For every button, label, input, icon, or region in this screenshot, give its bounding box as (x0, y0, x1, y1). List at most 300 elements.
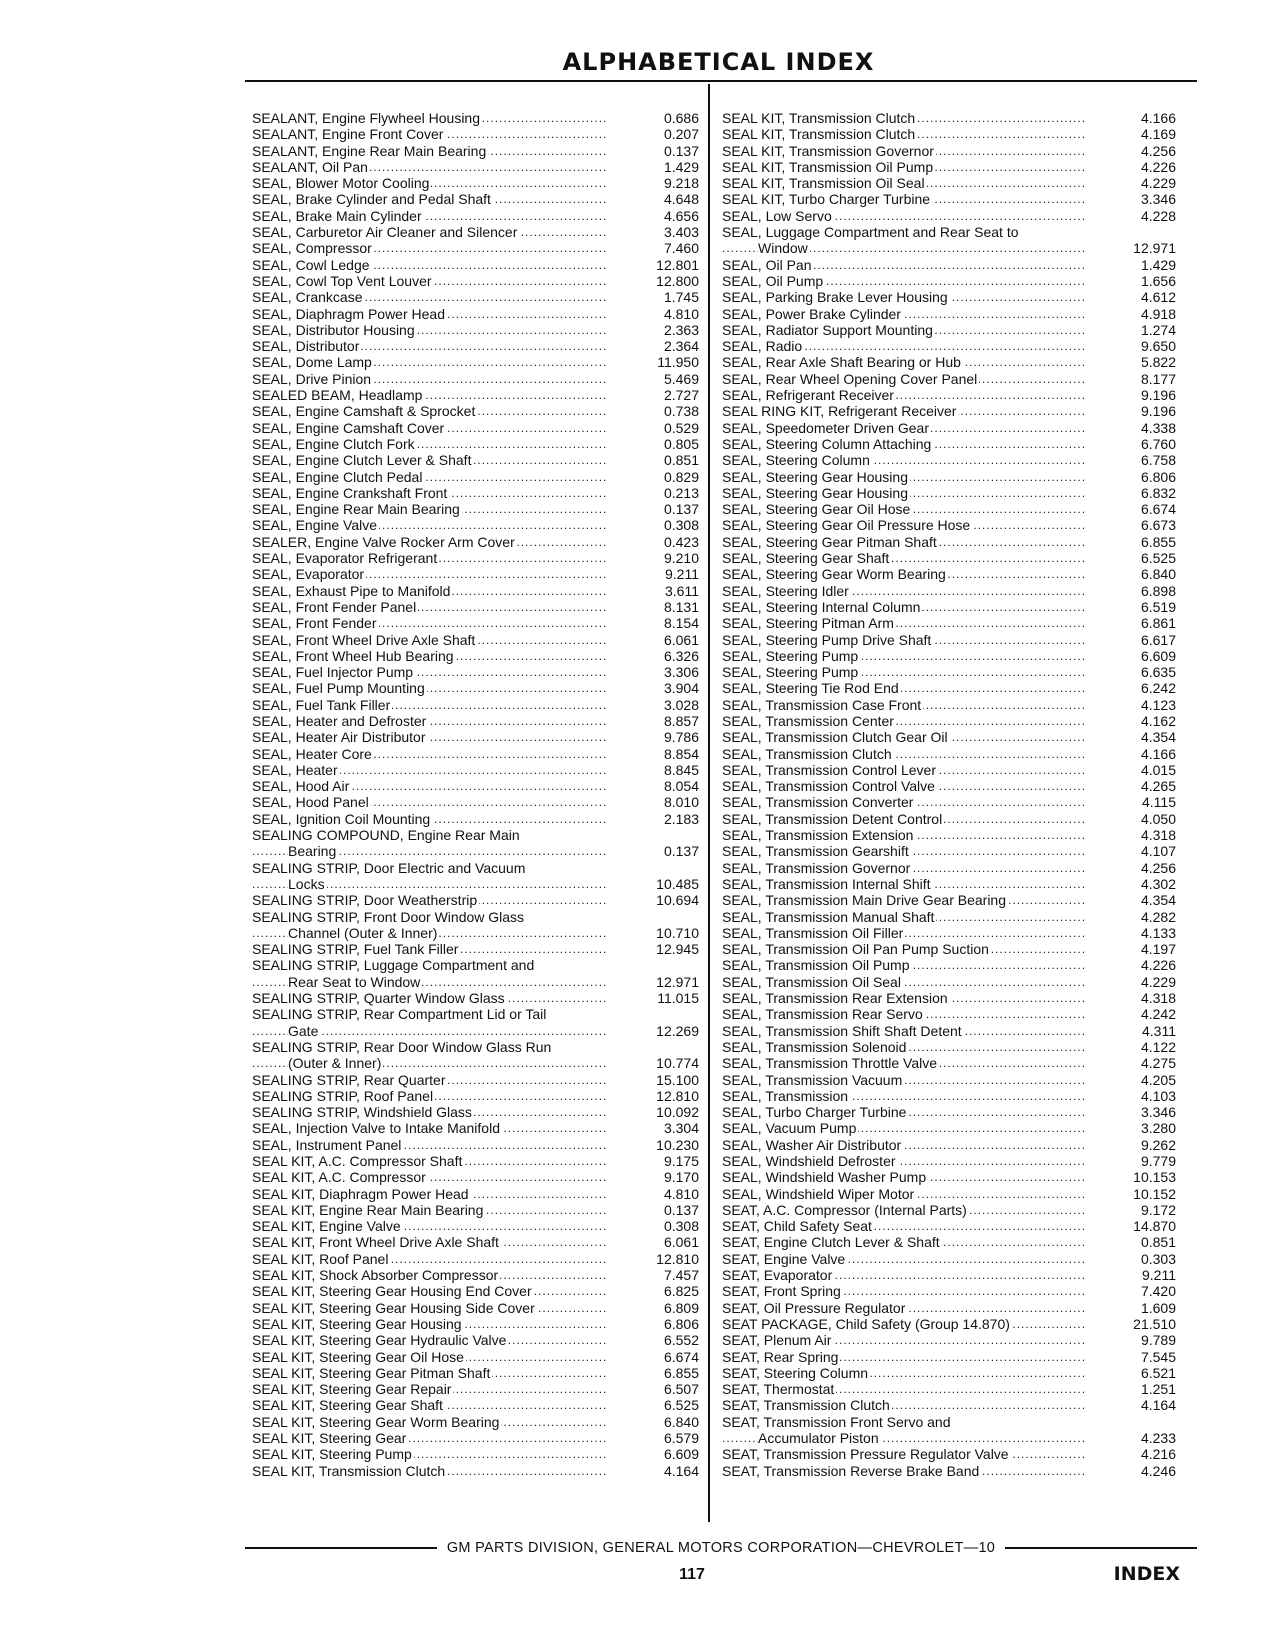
index-entry (722, 1055, 1176, 1071)
entry-ref: 12.269 (656, 1022, 699, 1039)
index-entry (252, 126, 699, 142)
entry-name-text: SEAL KIT, A.C. Compressor (252, 1169, 426, 1186)
index-entry (252, 1055, 699, 1071)
entry-name (722, 387, 1084, 403)
entry-ref: 4.612 (1140, 289, 1176, 306)
entry-name-text: SEAL, Washer Air Distributor (722, 1136, 902, 1153)
entry-ref: 9.172 (1140, 1201, 1176, 1218)
index-entry (252, 990, 699, 1006)
index-entry (722, 175, 1176, 191)
entry-name-text: SEAL, Transmission Control Lever (722, 761, 936, 778)
entry-name (252, 843, 607, 859)
index-entry (722, 371, 1176, 387)
entry-ref: 4.123 (1140, 696, 1176, 713)
entry-name (252, 909, 607, 925)
entry-ref: 1.429 (1140, 256, 1176, 273)
entry-name (722, 1055, 1084, 1071)
index-entry (722, 1414, 1176, 1430)
index-entry (722, 501, 1176, 517)
entry-ref: 4.216 (1140, 1446, 1176, 1463)
index-entry (722, 566, 1176, 582)
entry-name-text: SEAL, Windshield Wiper Motor (722, 1185, 915, 1202)
index-entry (252, 436, 699, 452)
entry-name (252, 485, 607, 501)
entry-name (722, 322, 1084, 338)
entry-ref: 6.617 (1140, 631, 1176, 648)
entry-name-text: SEAL, Front Wheel Drive Axle Shaft (252, 631, 476, 648)
index-entry (722, 306, 1176, 322)
entry-name (252, 778, 607, 794)
entry-ref: 0.529 (663, 419, 699, 436)
entry-ref: 12.810 (656, 1250, 699, 1267)
entry-name (252, 925, 607, 941)
index-entry (722, 1300, 1176, 1316)
entry-ref: 12.810 (656, 1087, 699, 1104)
index-entry (252, 1120, 699, 1136)
index-entry (252, 371, 699, 387)
entry-name-text: SEAL KIT, Steering Gear Housing End Cover (252, 1283, 532, 1300)
index-entry (722, 909, 1176, 925)
entry-ref: 9.786 (663, 729, 699, 746)
section-label: INDEX (1113, 1563, 1180, 1585)
entry-name (722, 1251, 1084, 1267)
entry-ref: 7.420 (1140, 1283, 1176, 1300)
entry-name (252, 1463, 607, 1479)
entry-name-text: SEAL KIT, Steering Gear Hydraulic Valve (252, 1332, 507, 1349)
entry-name-text: SEAL, Steering Pump (722, 664, 859, 681)
index-entry (252, 240, 699, 256)
entry-ref: 0.308 (663, 1218, 699, 1235)
entry-name (252, 566, 607, 582)
index-entry (722, 159, 1176, 175)
entry-ref: 0.137 (663, 142, 699, 159)
entry-name-text: SEAL, Front Wheel Hub Bearing (252, 647, 454, 664)
entry-name-text: SEAL, Transmission Converter (722, 794, 914, 811)
entry-name (722, 1267, 1084, 1283)
index-entry (722, 974, 1176, 990)
entry-name (252, 550, 607, 566)
entry-ref: 1.609 (1140, 1299, 1176, 1316)
entry-name-text: SEALING STRIP, Windshield Glass (252, 1104, 472, 1121)
entry-name (722, 1169, 1084, 1185)
entry-name-text: SEAL, Hood Air (252, 778, 350, 795)
index-entry (722, 387, 1176, 403)
entry-name-text: SEAL, Heater Air Distributor (252, 729, 426, 746)
entry-name (722, 827, 1084, 843)
entry-name-text: SEAL, Engine Clutch Fork (252, 435, 415, 452)
entry-ref: 0.851 (663, 452, 699, 469)
index-entry (722, 1202, 1176, 1218)
entry-name-text: SEAL, Transmission Shift Shaft Detent (722, 1022, 962, 1039)
entry-name-text: SEAL, Steering Internal Column (722, 598, 921, 615)
entry-name (722, 143, 1084, 159)
entry-ref: 10.153 (1133, 1169, 1176, 1186)
entry-name (252, 420, 607, 436)
entry-ref: 9.262 (1140, 1136, 1176, 1153)
index-entry (722, 436, 1176, 452)
index-entry (252, 648, 699, 664)
index-entry (722, 257, 1176, 273)
entry-ref: 4.246 (1140, 1462, 1176, 1479)
entry-name (252, 1137, 607, 1153)
index-entry (722, 1349, 1176, 1365)
entry-ref: 6.326 (663, 647, 699, 664)
entry-name-text: SEAL, Steering Idler (722, 582, 849, 599)
entry-name (722, 224, 1084, 240)
entry-name-text: SEAL KIT, Transmission Clutch (722, 126, 916, 143)
index-entry (252, 143, 699, 159)
entry-ref: 9.779 (1140, 1153, 1176, 1169)
entry-name-text: SEAL, Power Brake Cylinder (722, 305, 901, 322)
index-entry (722, 957, 1176, 973)
index-entry (252, 697, 699, 713)
entry-name-text: SEAL, Transmission Internal Shift (722, 875, 931, 892)
index-entry (252, 583, 699, 599)
index-entry (252, 957, 699, 973)
entry-ref: 4.122 (1140, 1038, 1176, 1055)
entry-name (252, 1088, 607, 1104)
entry-name-text: SEAL, Drive Pinion (252, 370, 372, 387)
entry-ref: 12.971 (1133, 240, 1176, 257)
entry-name-text: SEAL, Steering Gear Oil Hose (722, 501, 911, 518)
index-entry (252, 1430, 699, 1446)
entry-name (722, 1397, 1084, 1413)
index-entry (722, 452, 1176, 468)
index-entry (722, 1251, 1176, 1267)
index-entry (722, 664, 1176, 680)
entry-name (722, 1039, 1084, 1055)
index-entry (722, 1104, 1176, 1120)
entry-name-text: SEAT, Transmission Front Servo and (722, 1413, 951, 1430)
entry-name (252, 892, 607, 908)
entry-name-text: SEAL, Transmission Rear Extension (722, 990, 948, 1007)
entry-name (722, 175, 1084, 191)
index-entry (722, 1397, 1176, 1413)
entry-name-text: SEAL, Heater and Defroster (252, 712, 427, 729)
entry-ref: 9.218 (663, 175, 699, 192)
index-entry (722, 1446, 1176, 1462)
index-entry (722, 1137, 1176, 1153)
entry-ref: 3.904 (663, 680, 699, 697)
entry-ref: 1.656 (1140, 272, 1176, 289)
entry-ref: 4.318 (1140, 990, 1176, 1007)
entry-name (252, 1300, 607, 1316)
entry-name-text: SEAT, Evaporator (722, 1267, 833, 1284)
index-entry (252, 680, 699, 696)
index-entry (722, 1006, 1176, 1022)
entry-name (722, 1153, 1084, 1169)
entry-name (252, 501, 607, 517)
entry-name (252, 583, 607, 599)
entry-ref: 4.169 (1140, 126, 1176, 143)
entry-name-text: SEAL, Parking Brake Lever Housing (722, 289, 948, 306)
index-entry (252, 1332, 699, 1348)
entry-name (722, 501, 1084, 517)
entry-name (722, 1381, 1084, 1397)
entry-name (252, 1169, 607, 1185)
entry-name-text: SEAL, Fuel Pump Mounting (252, 680, 425, 697)
entry-name-text: SEAL, Engine Valve (252, 517, 378, 534)
entry-name-text: SEAL KIT, Transmission Oil Seal (722, 175, 925, 192)
column-divider (708, 84, 710, 1522)
entry-ref: 0.213 (663, 484, 699, 501)
index-entry (252, 354, 699, 370)
entry-ref: 12.945 (656, 941, 699, 958)
entry-name-text: SEAL KIT, Steering Gear Housing (252, 1315, 462, 1332)
index-entry (722, 322, 1176, 338)
index-entry (252, 909, 699, 925)
entry-ref: 4.918 (1140, 305, 1176, 322)
entry-name-text: SEAL, Radio (722, 338, 803, 355)
entry-name-text: SEAL, Distributor (252, 338, 360, 355)
entry-name (252, 957, 607, 973)
entry-name-text: SEAL, Transmission (722, 1087, 849, 1104)
entry-name-text: SEAL, Steering Gear Housing (722, 468, 908, 485)
footer-rule-right (1005, 1547, 1197, 1549)
entry-name-text: SEAT, Steering Column (722, 1364, 869, 1381)
index-entry (252, 827, 699, 843)
entry-name (252, 941, 607, 957)
entry-name (252, 1251, 607, 1267)
entry-ref: 8.857 (663, 712, 699, 729)
entry-name (722, 436, 1084, 452)
entry-name-text: SEAL KIT, Steering Gear Pitman Shaft (252, 1364, 491, 1381)
entry-name-text: SEAL KIT, Steering Gear Housing Side Cover (252, 1299, 535, 1316)
entry-ref: 6.673 (1140, 517, 1176, 534)
index-entry (722, 729, 1176, 745)
entry-ref: 0.851 (1140, 1234, 1176, 1251)
entry-ref: 6.609 (1140, 647, 1176, 664)
entry-name (252, 1430, 607, 1446)
index-entry (252, 1234, 699, 1250)
entry-name-text: SEAL, Brake Main Cylinder (252, 207, 422, 224)
index-entry (722, 1072, 1176, 1088)
entry-name-text: SEAL, Instrument Panel (252, 1136, 402, 1153)
index-entry (722, 485, 1176, 501)
index-entry (252, 794, 699, 810)
entry-ref: 3.028 (663, 696, 699, 713)
entry-name-text: SEALING STRIP, Rear Quarter (252, 1071, 446, 1088)
entry-name (252, 664, 607, 680)
entry-name-text: SEAL, Front Fender Panel (252, 598, 417, 615)
entry-ref: 1.274 (1140, 321, 1176, 338)
index-entry (252, 566, 699, 582)
entry-name (722, 273, 1084, 289)
entry-name-text: Bearing (288, 843, 337, 860)
entry-name (252, 371, 607, 387)
entry-ref: 4.166 (1140, 110, 1176, 126)
entry-name (252, 387, 607, 403)
entry-ref: 0.686 (663, 110, 699, 126)
entry-name (722, 110, 1084, 126)
entry-ref: 6.635 (1140, 664, 1176, 681)
entry-name (722, 990, 1084, 1006)
entry-ref: 6.519 (1140, 598, 1176, 615)
index-entry (722, 827, 1176, 843)
entry-ref: 10.774 (656, 1055, 699, 1072)
index-entry (722, 273, 1176, 289)
entry-name-text: SEAL KIT, Diaphragm Power Head (252, 1185, 469, 1202)
entry-name (722, 680, 1084, 696)
entry-name (722, 583, 1084, 599)
entry-name-text: (Outer & Inner) (288, 1055, 382, 1072)
entry-ref: 6.609 (663, 1446, 699, 1463)
index-entry (722, 1234, 1176, 1250)
entry-ref: 6.898 (1140, 582, 1176, 599)
entry-name (252, 436, 607, 452)
entry-ref: 5.469 (663, 370, 699, 387)
entry-name (722, 664, 1084, 680)
index-entry (252, 387, 699, 403)
entry-name-text: SEAL, Diaphragm Power Head (252, 305, 445, 322)
entry-name (252, 1186, 607, 1202)
entry-ref: 4.229 (1140, 973, 1176, 990)
index-entry (722, 1218, 1176, 1234)
entry-name-text: SEAL, Fuel Tank Filler (252, 696, 391, 713)
entry-name-text: SEAL, Steering Gear Housing (722, 484, 908, 501)
entry-name (722, 1300, 1084, 1316)
entry-name (252, 306, 607, 322)
index-entry (722, 599, 1176, 615)
index-entry (722, 615, 1176, 631)
entry-ref: 6.855 (663, 1364, 699, 1381)
entry-ref: 4.233 (1140, 1430, 1176, 1447)
index-entry (252, 1316, 699, 1332)
entry-name-text: SEAL, Front Fender (252, 615, 377, 632)
entry-name (252, 1153, 607, 1169)
index-entry (722, 762, 1176, 778)
entry-name-text: SEAT, Transmission Pressure Regulator Valve (722, 1446, 1009, 1463)
entry-name-text: SEAL KIT, Steering Gear Worm Bearing (252, 1413, 500, 1430)
entry-name (722, 974, 1084, 990)
entry-name (252, 1104, 607, 1120)
entry-ref: 4.107 (1140, 843, 1176, 860)
entry-name (252, 534, 607, 550)
index-entry (252, 892, 699, 908)
entry-ref: 6.760 (1140, 435, 1176, 452)
entry-name (722, 208, 1084, 224)
entry-name-text: SEAL, Hood Panel (252, 794, 369, 811)
index-entry (722, 843, 1176, 859)
entry-name (722, 811, 1084, 827)
index-entry (252, 191, 699, 207)
entry-name-text: SEAL, Steering Pitman Arm (722, 615, 894, 632)
index-entry (252, 257, 699, 273)
entry-ref: 4.164 (663, 1462, 699, 1479)
index-entry (252, 632, 699, 648)
entry-name-text: SEAL, Rear Wheel Opening Cover Panel (722, 370, 978, 387)
entry-name (722, 191, 1084, 207)
title-rule (245, 80, 1197, 82)
index-entry (252, 1283, 699, 1299)
entry-name (722, 159, 1084, 175)
entry-name-text: SEAL, Engine Clutch Lever & Shaft (252, 452, 472, 469)
entry-name (252, 1381, 607, 1397)
entry-ref: 6.840 (1140, 566, 1176, 583)
entry-ref: 0.308 (663, 517, 699, 534)
entry-name (722, 1072, 1084, 1088)
index-entry (722, 794, 1176, 810)
entry-name-text: SEALING STRIP, Quarter Window Glass (252, 990, 505, 1007)
index-entry (722, 990, 1176, 1006)
entry-name (722, 778, 1084, 794)
entry-name (252, 175, 607, 191)
entry-ref: 4.115 (1142, 794, 1176, 811)
entry-ref: 6.855 (1140, 533, 1176, 550)
index-entry (252, 1088, 699, 1104)
entry-ref: 4.197 (1140, 941, 1176, 958)
entry-name-text: SEAL, Windshield Washer Pump (722, 1169, 927, 1186)
index-entry (722, 632, 1176, 648)
entry-name (722, 746, 1084, 762)
entry-name (252, 632, 607, 648)
entry-name-text: SEALING STRIP, Rear Compartment Lid or Tail (252, 1006, 547, 1023)
entry-name-text: SEAL, Transmission Oil Seal (722, 973, 901, 990)
entry-name (252, 240, 607, 256)
entry-ref: 3.403 (663, 224, 699, 241)
entry-ref: 9.211 (1142, 1267, 1176, 1284)
entry-name (252, 1202, 607, 1218)
index-entry (722, 1088, 1176, 1104)
entry-name (252, 974, 607, 990)
entry-name-text: SEAL, Evaporator (252, 566, 365, 583)
entry-name-text: SEAL, Transmission Gearshift (722, 843, 909, 860)
entry-name (722, 1332, 1084, 1348)
entry-name (252, 1055, 607, 1071)
entry-ref: 7.460 (663, 240, 699, 257)
entry-ref: 2.364 (663, 338, 699, 355)
entry-ref: 1.745 (663, 289, 699, 306)
entry-name-text: SEAL, Steering Pump Drive Shaft (722, 631, 932, 648)
entry-name-text: SEAL KIT, Turbo Charger Turbine (722, 191, 931, 208)
entry-ref: 6.806 (663, 1315, 699, 1332)
entry-ref: 3.306 (663, 664, 699, 681)
entry-name-text: SEAL, Steering Column Attaching (722, 435, 932, 452)
entry-name-text: SEALING COMPOUND, Engine Rear Main (252, 827, 520, 844)
entry-ref: 9.789 (1140, 1332, 1176, 1349)
entry-ref: 0.805 (663, 435, 699, 452)
index-entry (722, 680, 1176, 696)
entry-ref: 4.275 (1140, 1055, 1176, 1072)
entry-name (722, 762, 1084, 778)
entry-name-text: SEALANT, Engine Flywheel Housing (252, 110, 481, 126)
entry-name-text: SEAL, Steering Gear Oil Pressure Hose (722, 517, 971, 534)
entry-name (252, 599, 607, 615)
index-entry (722, 1365, 1176, 1381)
entry-name-text: SEAL KIT, Transmission Governor (722, 142, 934, 159)
entry-name-text: SEAL, Transmission Main Drive Gear Bearing (722, 892, 1006, 909)
entry-ref: 4.015 (1140, 761, 1176, 778)
entry-ref: 6.525 (663, 1397, 699, 1414)
entry-name-text: SEAL KIT, Steering Pump (252, 1446, 412, 1463)
entry-name (252, 1414, 607, 1430)
index-entry (252, 1349, 699, 1365)
entry-name (252, 452, 607, 468)
entry-name (252, 159, 607, 175)
entry-name-text: SEAL, Injection Valve to Intake Manifold (252, 1120, 500, 1137)
entry-ref: 11.015 (657, 990, 699, 1007)
entry-name (722, 1414, 1084, 1430)
entry-name (252, 1218, 607, 1234)
entry-ref: 6.521 (1140, 1364, 1176, 1381)
entry-name (722, 1023, 1084, 1039)
index-entry (252, 1446, 699, 1462)
entry-name (722, 1316, 1084, 1332)
entry-name-text: SEAT PACKAGE, Child Safety (Group 14.870) (722, 1315, 1010, 1332)
index-entry (252, 1039, 699, 1055)
index-entry (722, 126, 1176, 142)
entry-name-text: SEAL, Heater Core (252, 745, 372, 762)
